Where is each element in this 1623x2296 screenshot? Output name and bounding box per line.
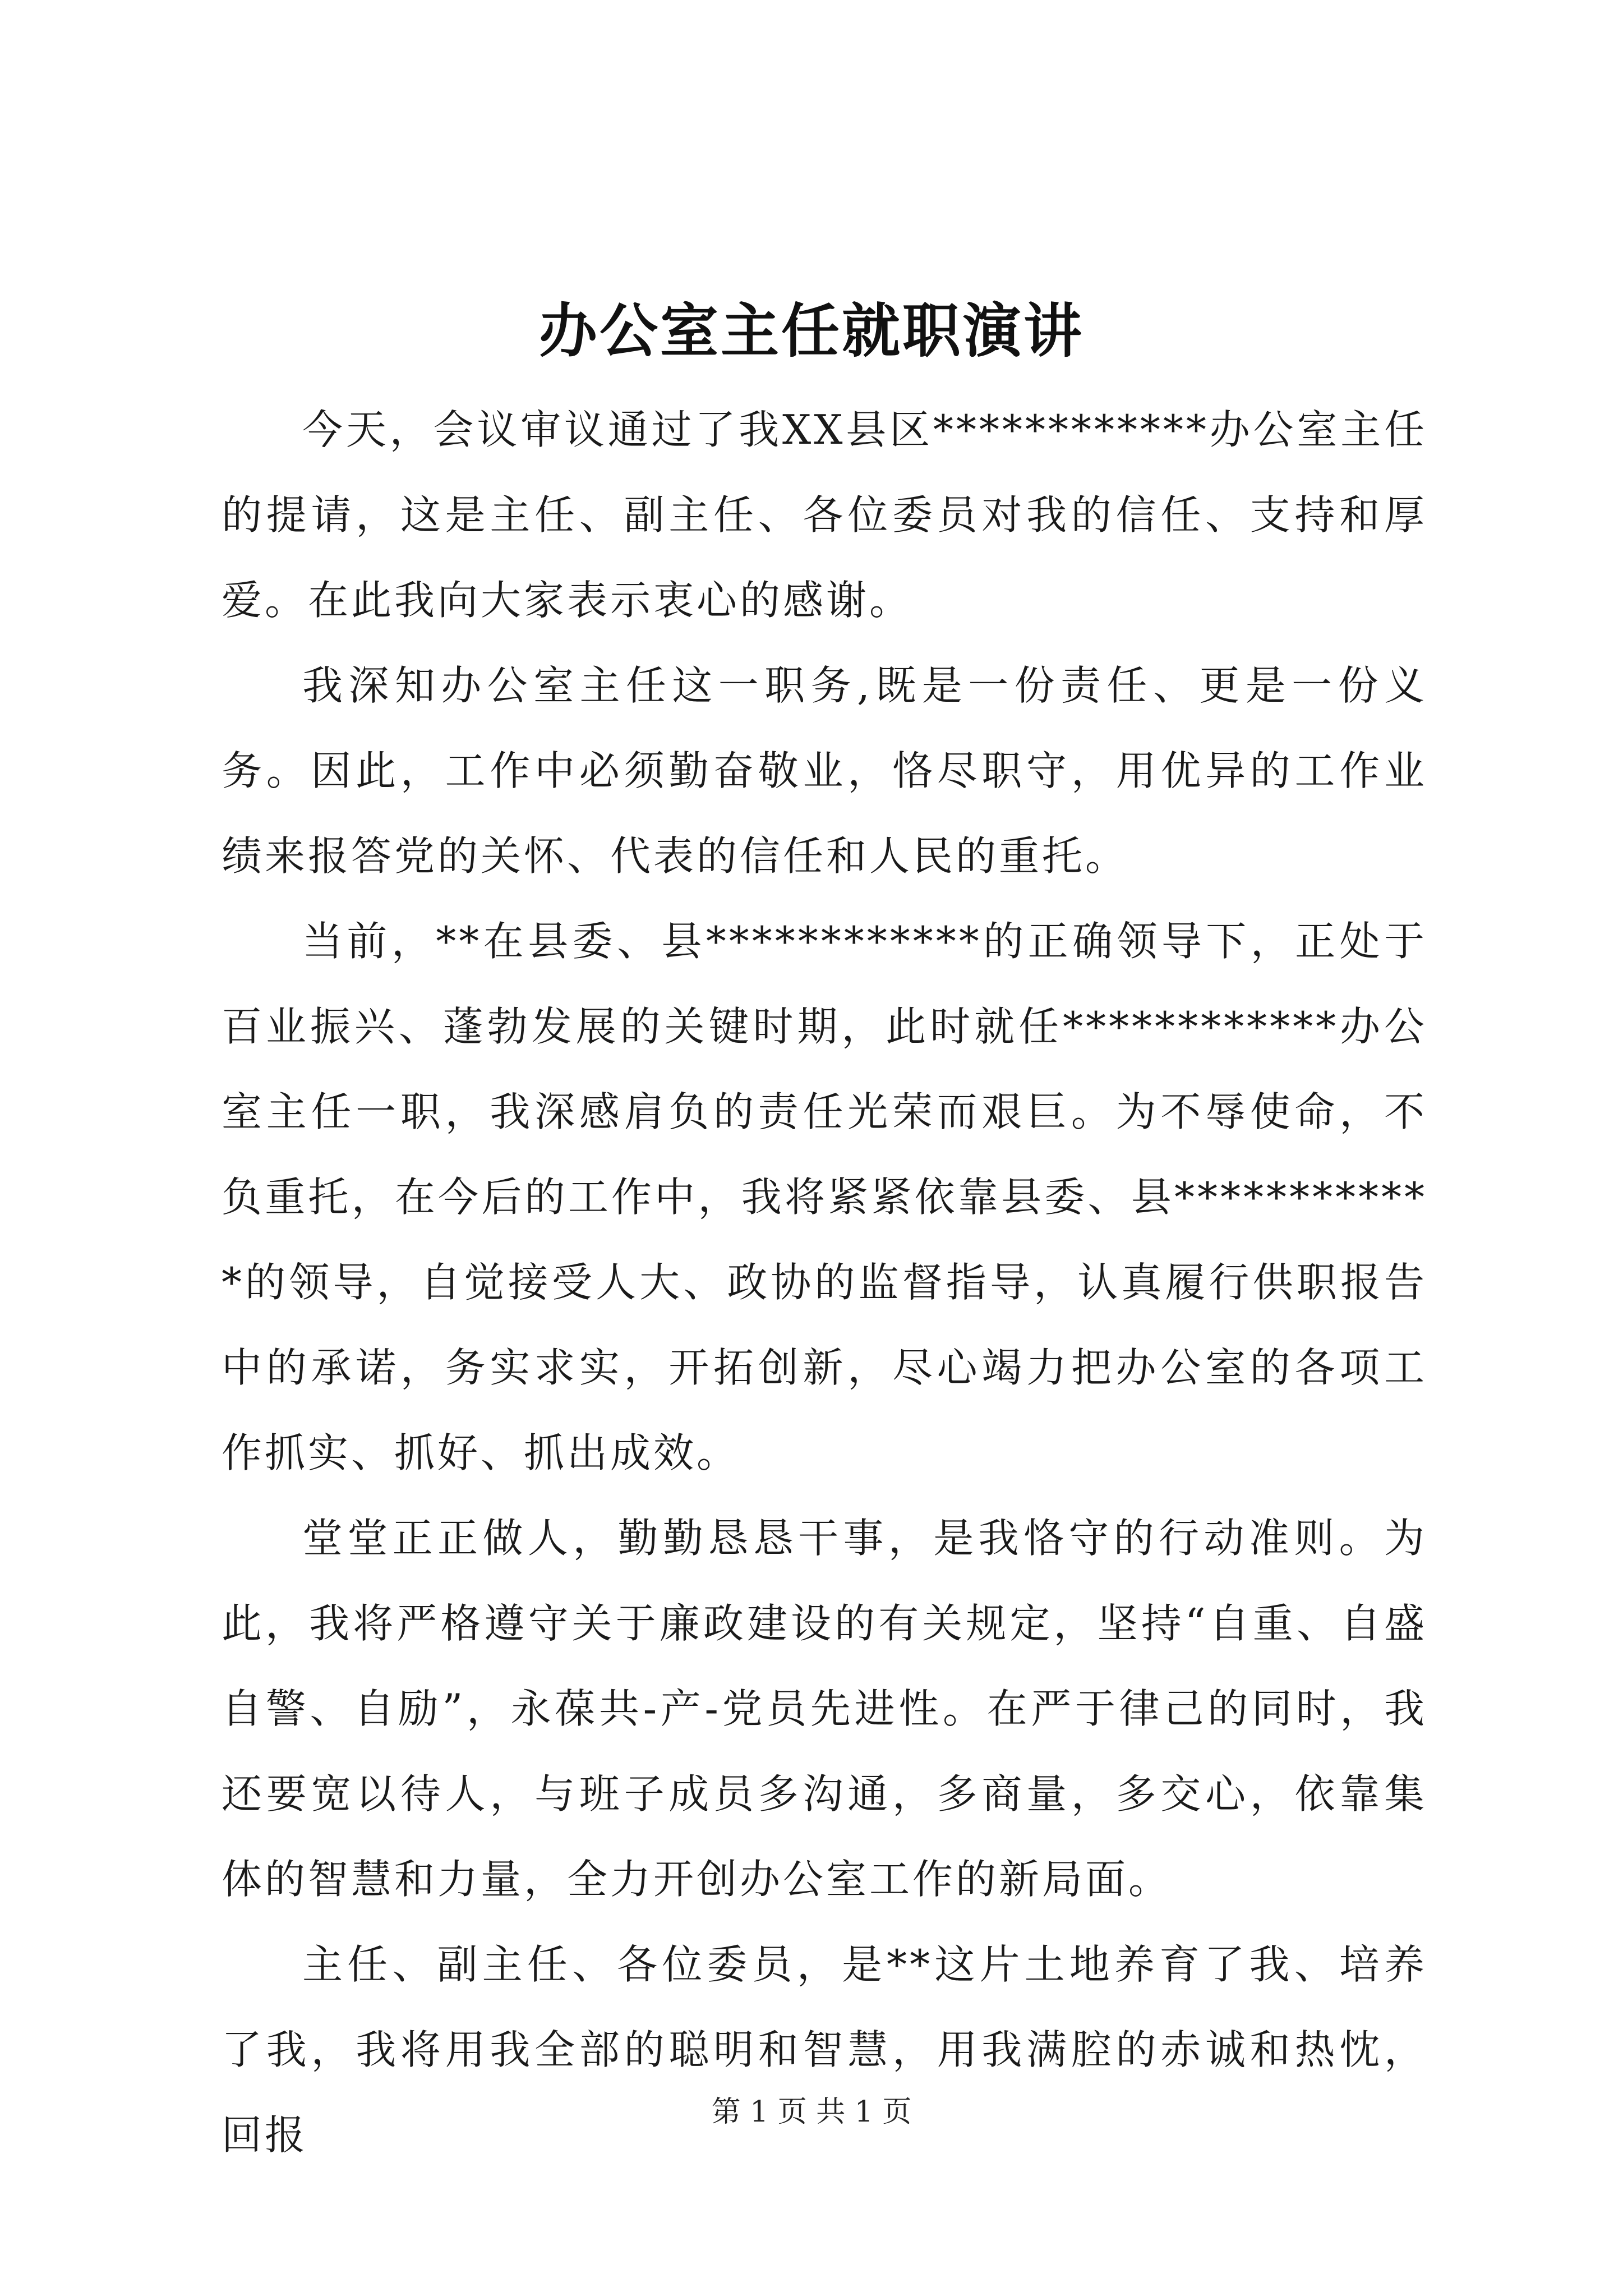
- paragraph-5: 主任、副主任、各位委员，是**这片土地养育了我、培养了我，我将用我全部的聪明和智慧，用我满腔的赤诚和热忱，回报: [222, 1941, 1427, 2159]
- paragraph-4: 堂堂正正做人，勤勤恳恳干事，是我恪守的行动准则。为此，我将严格遵守关于廉政建设的有关规定，坚持“自重、自盛自警、自励”，永葆共-产-党员先进性。在严于律己的同时，我还要宽以待人，与班子成员多沟通，多商量，多交心，依靠集体的智慧和力量，全力开创办公室工作的新局面。: [222, 1515, 1427, 1903]
- document-body: [222, 387, 1427, 2178]
- document-title: 办公室主任就职演讲: [538, 296, 1084, 365]
- paragraph-2: 我深知办公室主任这一职务,既是一份责任、更是一份义务。因此，工作中必须勤奋敬业，恪尽职守，用优异的工作业绩来报答党的关怀、代表的信任和人民的重托。: [222, 662, 1427, 880]
- page-footer: 第 1 页 共 1 页: [711, 2095, 912, 2129]
- paragraph-3: 当前，**在县委、县************的正确领导下，正处于百业振兴、蓬勃发展的关键时期，此时就任************办公室主任一职，我深感肩负的责任光荣而艰巨。为不辱使命，不负重托，在今后的工作中，我将紧紧依靠县委、县************的领导，自觉接受人大、政协的监督指导，认真履行供职报告中的承诺，务实求实，开拓创新，尽心竭力把办公室的各项工作抓实、抓好、抓出成效。: [222, 918, 1427, 1476]
- paragraph-1: 今天，会议审议通过了我XX县区************办公室主任的提请，这是主任、副主任、各位委员对我的信任、支持和厚爱。在此我向大家表示衷心的感谢。: [222, 406, 1427, 624]
